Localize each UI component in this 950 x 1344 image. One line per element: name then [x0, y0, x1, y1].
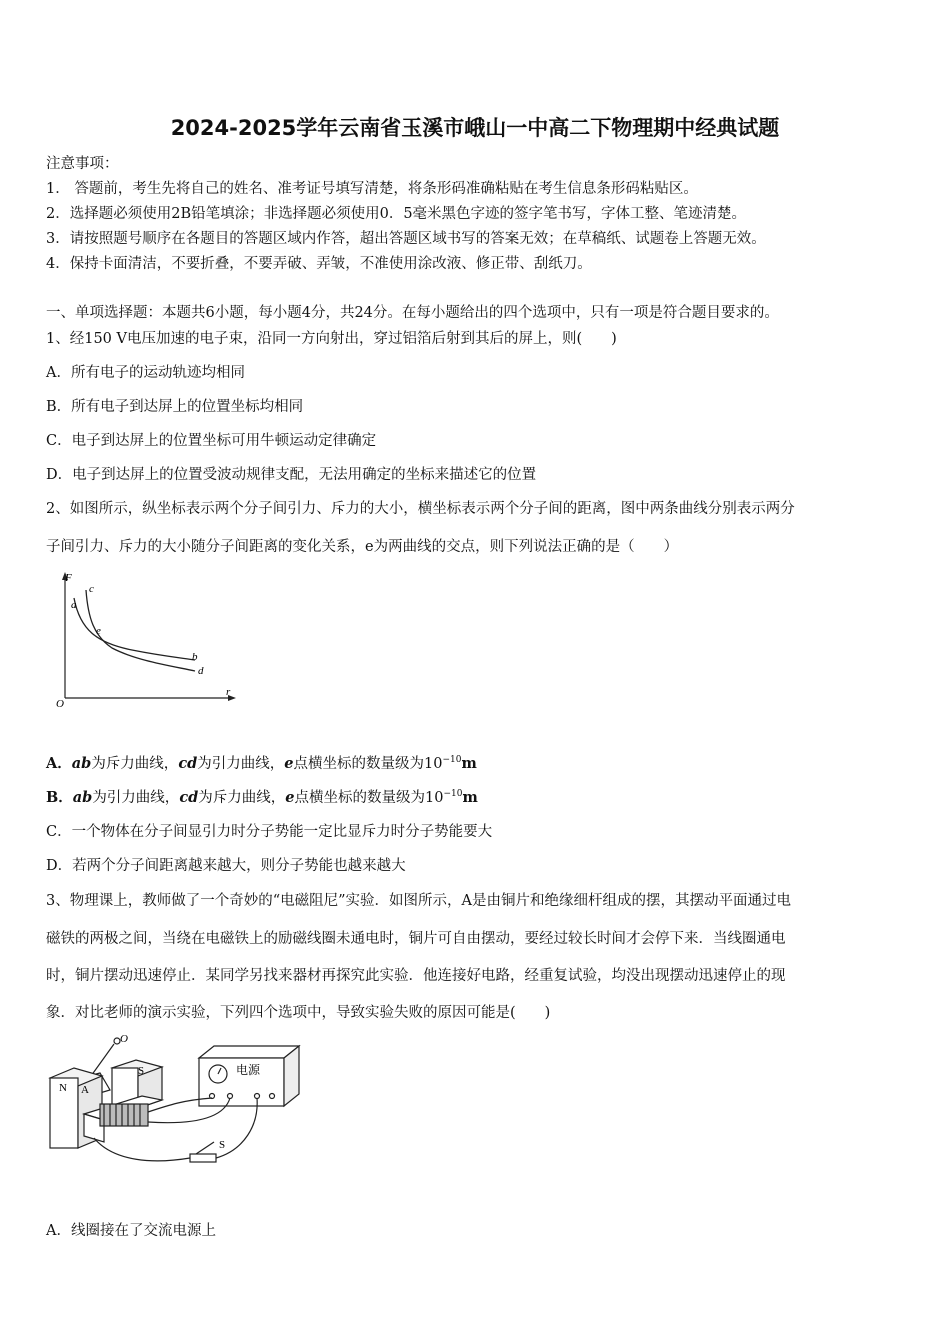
intersection-e-label: e: [96, 625, 101, 637]
plate-label: A: [81, 1084, 89, 1096]
section-heading: 一、单项选择题：本题共6小题，每小题4分，共24分。在每小题给出的四个选项中，只有一项是符合题目要求的。: [46, 305, 779, 321]
option-text: 为引力曲线，: [92, 790, 180, 806]
notice-item: 4．保持卡面清洁，不要折叠，不要弄破、弄皱，不准使用涂改液、修正带、刮纸刀。: [46, 256, 592, 272]
symbol-cd: cd: [179, 789, 199, 806]
notice-heading: 注意事项：: [46, 156, 119, 172]
symbol-e: e: [285, 789, 295, 806]
curve-d-label: d: [198, 665, 204, 677]
option-text: 为斥力曲线，: [198, 790, 286, 806]
option-letter: A．: [46, 755, 72, 772]
question-2-stem: 子间引力、斥力的大小随分子间距离的变化关系，e为两曲线的交点，则下列说法正确的是（ ）: [46, 539, 679, 555]
question-1-option-d: D．电子到达屏上的位置受波动规律支配，无法用确定的坐标来描述它的位置: [46, 467, 537, 483]
electromagnetic-damping-figure: [44, 1030, 319, 1170]
y-axis-label: F: [65, 572, 72, 584]
question-1-option-a: A．所有电子的运动轨迹均相同: [46, 365, 245, 381]
question-3-stem: 磁铁的两极之间，当绕在电磁铁上的励磁线圈未通电时，铜片可自由摆动，要经过较长时间才会停下来．当线圈通电: [46, 931, 786, 947]
unit: m: [462, 789, 478, 806]
south-pole-label: S: [138, 1065, 145, 1077]
north-pole-label: N: [59, 1082, 67, 1094]
option-text: 为引力曲线，: [197, 756, 285, 772]
option-text: 点横坐标的数量级为10: [293, 756, 443, 772]
unit: m: [461, 755, 477, 772]
origin-label: O: [56, 698, 64, 708]
exponent: −10: [443, 789, 463, 799]
question-2-stem: 2、如图所示，纵坐标表示两个分子间引力、斥力的大小，横坐标表示两个分子间的距离，图中两条曲线分别表示两分: [46, 501, 795, 517]
notice-item: 2．选择题必须使用2B铅笔填涂；非选择题必须使用0．5毫米黑色字迹的签字笔书写，字体工整、笔迹清楚。: [46, 206, 747, 222]
curve-b-label: b: [192, 651, 198, 663]
option-text: 点横坐标的数量级为10: [294, 790, 444, 806]
curve-c-label: c: [89, 583, 94, 595]
curve-a-label: a: [71, 599, 77, 611]
question-2-option-d: D．若两个分子间距离越来越大，则分子势能也越来越大: [46, 858, 406, 874]
power-supply-label: 电源: [236, 1063, 261, 1077]
question-1-option-c: C．电子到达屏上的位置坐标可用牛顿运动定律确定: [46, 433, 377, 449]
force-distance-figure: [52, 568, 242, 708]
option-letter: B．: [46, 789, 73, 806]
symbol-e: e: [284, 755, 294, 772]
notice-item: 3．请按照题号顺序在各题目的答题区域内作答，超出答题区域书写的答案无效；在草稿纸、试题卷上答题无效。: [46, 231, 766, 247]
question-3-stem: 象．对比老师的演示实验，下列四个选项中，导致实验失败的原因可能是( ): [46, 1005, 551, 1021]
question-1-stem: 1、经150 V电压加速的电子束，沿同一方向射出，穿过铝箔后射到其后的屏上，则( ): [46, 331, 617, 347]
symbol-ab: ab: [71, 755, 92, 772]
question-3-stem: 时，铜片摆动迅速停止．某同学另找来器材再探究此实验．他连接好电路，经重复试验，均没出现摆动迅速停止的现: [46, 968, 786, 984]
symbol-cd: cd: [178, 755, 198, 772]
question-2-option-b: [46, 786, 478, 807]
question-2-option-c: C．一个物体在分子间显引力时分子势能一定比显斥力时分子势能要大: [46, 824, 493, 840]
x-axis-label: r: [226, 686, 231, 698]
question-3-stem: 3、物理课上，教师做了一个奇妙的“电磁阻尼”实验．如图所示，A是由铜片和绝缘细杆组成的摆，其摆动平面通过电: [46, 893, 792, 909]
exponent: −10: [442, 755, 462, 765]
symbol-ab: ab: [72, 789, 93, 806]
question-3-option-a: A．线圈接在了交流电源上: [46, 1223, 216, 1239]
notice-item: 1． 答题前，考生先将自己的姓名、准考证号填写清楚，将条形码准确粘贴在考生信息条形码粘贴区。: [46, 181, 698, 197]
exam-title: 2024-2025学年云南省玉溪市峨山一中高二下物理期中经典试题: [170, 116, 780, 140]
question-2-option-a: [46, 752, 477, 773]
pivot-label: O: [120, 1033, 128, 1045]
question-1-option-b: B．所有电子到达屏上的位置坐标均相同: [46, 399, 304, 415]
switch-label: S: [219, 1139, 226, 1151]
option-text: 为斥力曲线，: [91, 756, 179, 772]
